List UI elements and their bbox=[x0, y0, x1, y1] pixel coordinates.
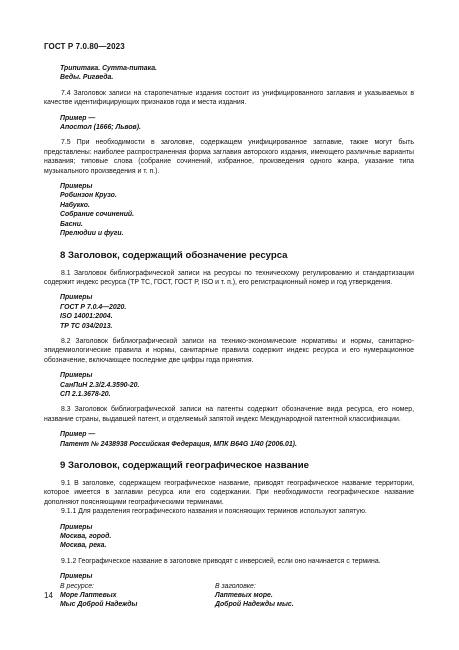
example-line: Веды. Ригведа. bbox=[60, 74, 114, 82]
examples-label-9-1-2 bbox=[60, 572, 414, 581]
examples-label: Примеры bbox=[60, 372, 93, 380]
example-line: Трипитака. Сутта-питака. bbox=[60, 65, 157, 72]
examples-label: Примеры bbox=[60, 523, 93, 531]
examples-label: Примеры bbox=[60, 294, 93, 302]
example-label: Пример — bbox=[60, 114, 96, 122]
example-line: Море Лаптевых bbox=[60, 592, 117, 600]
example-block-8-1 bbox=[60, 293, 414, 331]
example-line: Москва, город. bbox=[60, 533, 112, 541]
example-line: ISO 14001:2004. bbox=[60, 313, 113, 321]
example-line: СанПиН 2.3/2.4.3590-20. bbox=[60, 381, 140, 389]
standard-header: ГОСТ Р 7.0.80—2023 bbox=[44, 42, 125, 51]
column-in-resource bbox=[60, 582, 215, 610]
column-in-heading bbox=[215, 582, 370, 610]
example-line: Робинзон Крузо. bbox=[60, 192, 117, 200]
column-label: В ресурсе: bbox=[60, 582, 94, 590]
example-line: Апостол (1666; Львов). bbox=[60, 124, 141, 132]
example-line: Басни. bbox=[60, 220, 83, 228]
page-number: 14 bbox=[44, 591, 53, 600]
paragraph-9-1-1: 9.1.1 Для разделения географического названия и поясняющих терминов используют запятую. bbox=[61, 508, 367, 516]
examples-label: Примеры bbox=[60, 573, 93, 581]
paragraph-7-5: 7.5 При необходимости в заголовке, содержащем унифицированное заглавие, также могут быть представлены: наиболее распространенная форма заглавия авторского издания, имеющего различные варианты названия; типовые слова (собрание сочинений, избранное, произведения одного жанра, указание типа музыкального произведения и т. п.). bbox=[44, 139, 414, 175]
example-block-9-1-1 bbox=[60, 523, 414, 551]
example-line: ТР ТС 034/2013. bbox=[60, 322, 113, 330]
paragraph-9-1: 9.1 В заголовке, содержащем географическое название, приводят географическое название территории, которое имеется в заглавии ресурса или его содержании. При необходимости географическое название дополняют поясняющими географическими терминами. bbox=[44, 480, 414, 506]
example-block-8-2 bbox=[60, 371, 414, 399]
example-line: Мыс Доброй Надежды bbox=[60, 601, 138, 609]
example-line: Набукко. bbox=[60, 201, 90, 209]
example-label: Пример — bbox=[60, 431, 96, 439]
example-line: Прелюдии и фуги. bbox=[60, 230, 124, 238]
paragraph-8-2: 8.2 Заголовок библиографической записи на технико-экономические нормативы и нормы, санитарно-эпидемиологические правила и нормы, санитарные правила содержит индекс ресурса и его нумерационное обозначение, включающее последние две цифры года принятия. bbox=[44, 337, 414, 364]
paragraph-7-4: 7.4 Заголовок записи на старопечатные издания состоит из унифицированного заглавия и указываемых в качестве идентифицирующих признаков года и места издания. bbox=[44, 89, 414, 107]
example-line: Собрание сочинений. bbox=[60, 211, 135, 219]
example-line: СП 2.1.3678-20. bbox=[60, 390, 111, 398]
example-block-7-4 bbox=[60, 114, 414, 133]
section-9-heading: 9 Заголовок, содержащий географическое название bbox=[60, 460, 309, 471]
examples-two-column bbox=[60, 582, 414, 610]
paragraph-8-3: 8.3 Заголовок библиографической записи на патенты содержит обозначение вида ресурса, его номер, название страны, выдавшей патент, и отделяемый запятой индекс Международной патентной классификации. bbox=[44, 406, 414, 423]
examples-label: Примеры bbox=[60, 183, 93, 191]
example-line: Лаптевых море. bbox=[215, 592, 273, 600]
paragraph-8-1: 8.1 Заголовок библиографической записи на ресурсы по техническому регулированию и стандартизации содержит индекс ресурса (ТР ТС, ГОСТ, ГОСТ Р, ISO и т. п.), его регистрационный номер и год утверждения. bbox=[44, 269, 414, 286]
example-block-top bbox=[60, 64, 414, 83]
example-line: Доброй Надежды мыс. bbox=[215, 601, 294, 609]
example-block-8-3 bbox=[60, 430, 414, 449]
example-block-7-5 bbox=[60, 182, 414, 238]
example-line: Москва, река. bbox=[60, 542, 107, 550]
page-content bbox=[44, 64, 414, 610]
section-8-heading: 8 Заголовок, содержащий обозначение ресурса bbox=[60, 249, 288, 261]
example-line: Патент № 2438938 Российская Федерация, МПК B64G 1/40 (2006.01). bbox=[60, 440, 297, 448]
column-label: В заголовке: bbox=[215, 582, 256, 590]
paragraph-9-1-2: 9.1.2 Географическое название в заголовке приводят с инверсией, если оно начинается с термина. bbox=[61, 557, 381, 565]
example-line: ГОСТ Р 7.0.4—2020. bbox=[60, 303, 127, 311]
